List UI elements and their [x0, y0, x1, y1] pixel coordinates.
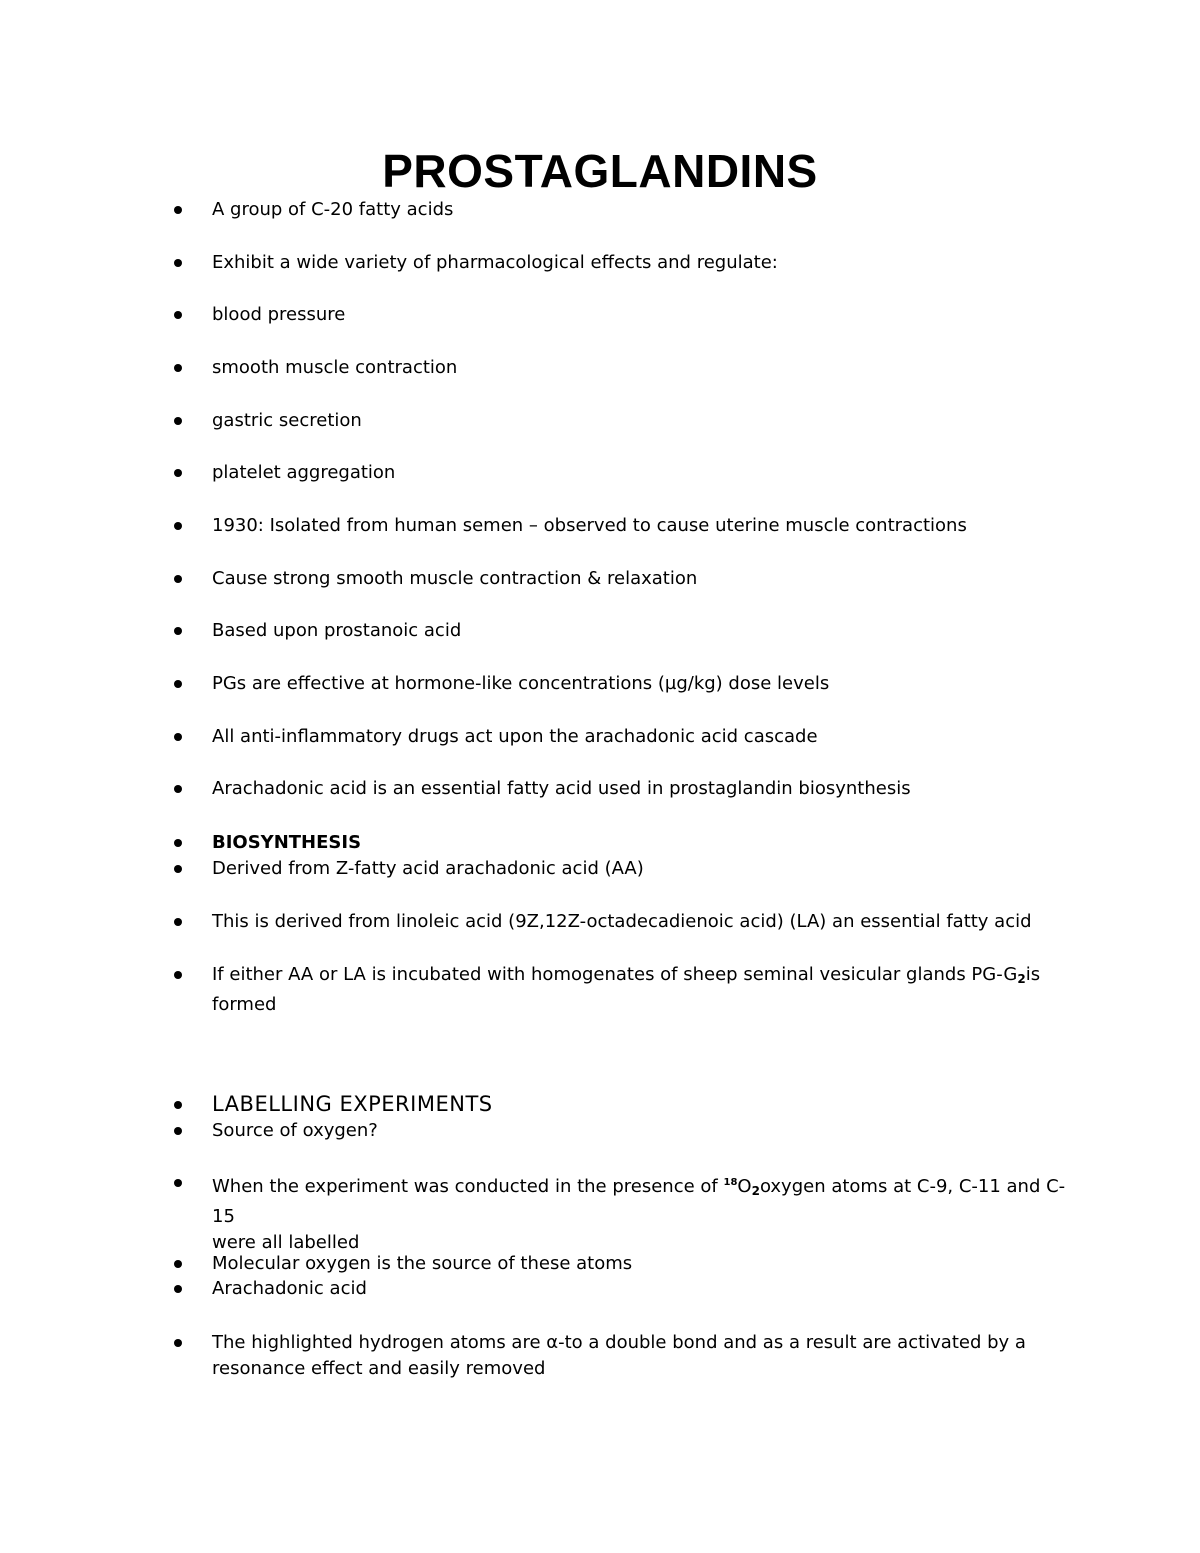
section-heading-text: BIOSYNTHESIS — [212, 832, 362, 853]
section-heading-labelling — [170, 1091, 1070, 1117]
bullet-icon — [174, 627, 182, 635]
list-item — [170, 302, 1070, 328]
list-item — [170, 724, 1070, 750]
list-item-text: Exhibit a wide variety of pharmacological effects and regulate: — [212, 252, 778, 273]
bullet-icon — [174, 364, 182, 372]
bullet-icon — [174, 839, 182, 847]
bullet-icon — [174, 680, 182, 688]
list-item-text — [212, 962, 1070, 1018]
list-item — [170, 197, 1070, 223]
bullet-icon — [174, 971, 182, 979]
text-segment: resonance effect and easily removed — [212, 1358, 546, 1379]
superscript: 18 — [723, 1177, 738, 1188]
text-segment: is — [1025, 964, 1041, 985]
list-item-text: 1930: Isolated from human semen – observed to cause uterine muscle contractions — [212, 515, 967, 536]
bullet-icon — [174, 417, 182, 425]
list-item-text: Molecular oxygen is the source of these atoms — [212, 1253, 633, 1274]
bullet-icon — [174, 206, 182, 214]
bullet-icon — [174, 469, 182, 477]
bullet-icon — [174, 311, 182, 319]
list-item — [170, 1170, 1070, 1256]
bullet-icon — [174, 1260, 182, 1268]
bullet-icon — [174, 918, 182, 926]
list-item-text: All anti-inflammatory drugs act upon the arachadonic acid cascade — [212, 726, 818, 747]
list-item-text: Derived from Z-fatty acid arachadonic acid (AA) — [212, 858, 644, 879]
text-segment: oxygen atoms at C-9, C-11 and C-15 — [212, 1176, 1066, 1227]
list-item-text: This is derived from linoleic acid (9Z,12Z-octadecadienoic acid) (LA) an essential fatty acid — [212, 911, 1032, 932]
list-item — [170, 856, 1070, 882]
list-item-text — [212, 1170, 1070, 1256]
bullet-icon — [174, 1101, 182, 1109]
bullet-icon — [174, 733, 182, 741]
bullet-icon — [174, 1339, 182, 1347]
list-item-text: gastric secretion — [212, 410, 362, 431]
bullet-icon — [174, 522, 182, 530]
list-item — [170, 460, 1070, 486]
list-item — [170, 250, 1070, 276]
list-item — [170, 513, 1070, 539]
list-item-text: smooth muscle contraction — [212, 357, 458, 378]
subscript: 2 — [1017, 972, 1026, 986]
text-segment: If either AA or LA is incubated with homogenates of sheep seminal vesicular glands PG-G — [212, 964, 1018, 985]
list-item-text: platelet aggregation — [212, 462, 396, 483]
bullet-icon — [174, 1179, 182, 1187]
text-segment: When the experiment was conducted in the presence of — [212, 1176, 724, 1197]
list-item — [170, 566, 1070, 592]
list-item — [170, 1276, 1070, 1302]
list-item — [170, 776, 1070, 802]
section-heading-biosynthesis — [170, 830, 1070, 856]
list-item-text: blood pressure — [212, 304, 346, 325]
list-item — [170, 355, 1070, 381]
text-segment: were all labelled — [212, 1232, 360, 1253]
bullet-icon — [174, 1127, 182, 1135]
list-item-text: Cause strong smooth muscle contraction & relaxation — [212, 568, 698, 589]
bullet-icon — [174, 259, 182, 267]
list-item — [170, 618, 1070, 644]
list-item — [170, 671, 1070, 697]
section-heading-text: LABELLING EXPERIMENTS — [212, 1092, 493, 1116]
list-item-text: Arachadonic acid — [212, 1278, 367, 1299]
bullet-icon — [174, 575, 182, 583]
list-item-text — [212, 1330, 1070, 1382]
text-segment: The highlighted hydrogen atoms are α-to a double bond and as a result are activated by a — [212, 1332, 1026, 1353]
list-item — [170, 1251, 1070, 1277]
list-item-text: Based upon prostanoic acid — [212, 620, 462, 641]
page-title: PROSTAGLANDINS — [382, 145, 818, 197]
list-item-text: Source of oxygen? — [212, 1120, 378, 1141]
bullet-icon — [174, 1285, 182, 1293]
list-item — [170, 962, 1070, 1018]
list-item-text: PGs are effective at hormone-like concentrations (µg/kg) dose levels — [212, 673, 830, 694]
list-item-text: A group of C-20 fatty acids — [212, 199, 454, 220]
list-item — [170, 1118, 1070, 1144]
bullet-icon — [174, 865, 182, 873]
text-segment: O — [737, 1176, 752, 1197]
list-item — [170, 1330, 1070, 1382]
list-item — [170, 408, 1070, 434]
list-item-text: Arachadonic acid is an essential fatty acid used in prostaglandin biosynthesis — [212, 778, 911, 799]
text-segment: formed — [212, 994, 277, 1015]
subscript: 2 — [751, 1184, 760, 1198]
bullet-icon — [174, 785, 182, 793]
list-item — [170, 909, 1070, 935]
